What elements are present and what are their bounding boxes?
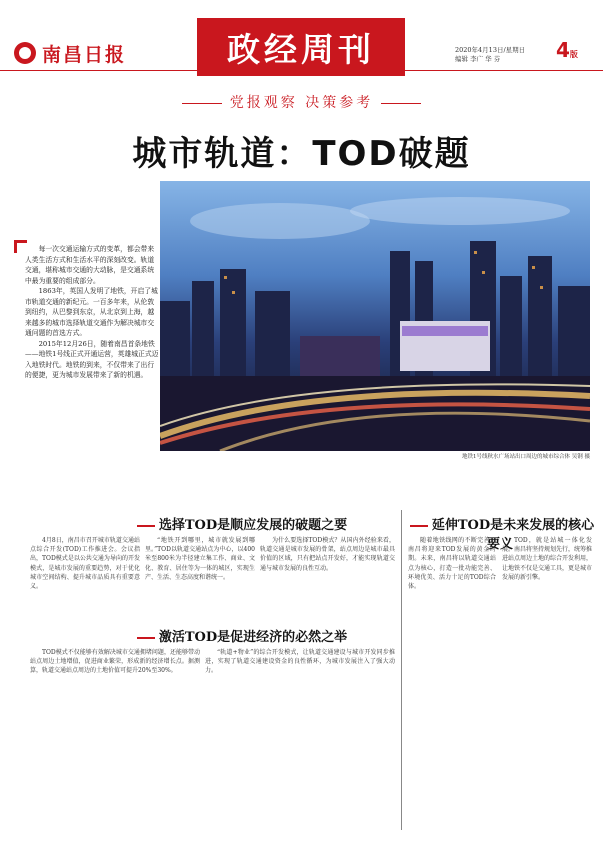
section-title: 政经周刊 bbox=[197, 18, 405, 76]
heading-bar bbox=[137, 525, 155, 527]
slogan-left-bar bbox=[182, 103, 222, 104]
heading-bar bbox=[410, 525, 428, 527]
photo-caption: 地铁1号线秋水广场站出口周边的城市综合体 吴钢 摄 bbox=[462, 454, 590, 460]
logo-text: 南昌日报 bbox=[42, 43, 127, 66]
section-heading-text: 选择TOD是顺应发展的破题之要 bbox=[158, 518, 348, 533]
article-paragraph: 为什么要选择TOD模式？从国内外经验来看，轨道交通是城市发展的骨架，站点周边是城市最具价值的区域，只有把站点开发好，才能实现轨道交通与城市发展的良性互动。 bbox=[260, 537, 395, 572]
article-paragraph: TOD模式不仅能够有效解决城市交通拥堵问题，还能够带动站点周边土地增值，促进商业繁荣，形成新的经济增长点。据测算，轨道交通站点周边的土地价值可提升20%至30%。 bbox=[30, 649, 200, 675]
section-heading-text: 激活TOD是促进经济的必然之举 bbox=[158, 630, 348, 645]
section-3-column-1 bbox=[408, 536, 496, 826]
article-paragraph: TOD，就是站城一体化发展。南昌将坚持规划先行，统筹推进站点周边土地的综合开发利用，让地铁不仅是交通工具，更是城市发展的新引擎。 bbox=[502, 537, 592, 581]
article-paragraph: “地铁开到哪里，城市就发展到哪里。”TOD以轨道交通站点为中心，以400米至800米为半径建立集工作、商业、文化、教育、居住等为一体的城区，实现生产、生活、生态高度和谐统一。 bbox=[145, 537, 255, 581]
section-heading-text: 延伸TOD是未来发展的核心要义 bbox=[431, 518, 595, 552]
logo-icon bbox=[14, 42, 36, 64]
article-paragraph: “轨道+物业”的综合开发模式，让轨道交通建设与城市开发同步推进，实现了轨道交通建设资金的良性循环，为城市发展注入了强大动力。 bbox=[205, 649, 395, 675]
section-heading-2 bbox=[80, 626, 400, 645]
slogan bbox=[0, 92, 603, 112]
page-number-value: 4 bbox=[556, 38, 570, 62]
intro-text bbox=[25, 244, 160, 450]
section-1-column-1 bbox=[30, 536, 140, 626]
issue-meta bbox=[455, 46, 565, 64]
slogan-text: 党报观察 决策参考 bbox=[229, 95, 374, 111]
column-divider bbox=[401, 510, 402, 830]
section-3-column-2 bbox=[502, 536, 592, 826]
intro-paragraph: 每一次交通运输方式的变革，都会带来人类生活方式和生活水平的深刻改变。轨道交通，堪称城市交通的大动脉，是交通系统中最为重要的组成部分。 bbox=[25, 245, 155, 285]
page-number-unit: 版 bbox=[569, 50, 578, 59]
article-paragraph: 4月8日，南昌市召开城市轨道交通站点综合开发(TOD)工作推进会。会议指出，TOD模式是以公共交通为导向的开发模式，是城市发展的重要趋势，对于优化城市空间结构、提升城市品质具有重要意义。 bbox=[30, 537, 140, 591]
intro-paragraph: 1863年，英国人发明了地铁，开启了城市轨道交通的新纪元。一百多年来，从伦敦到纽约，从巴黎到东京，从北京到上海，越来越多的城市选择轨道交通作为解决城市交通问题的首选方式。 bbox=[25, 287, 158, 337]
heading-bar bbox=[137, 637, 155, 639]
section-heading-1 bbox=[80, 514, 400, 533]
slogan-right-bar bbox=[381, 103, 421, 104]
section-1-column-3 bbox=[260, 536, 395, 626]
page-number bbox=[556, 38, 596, 62]
city-skyline-illustration bbox=[160, 181, 590, 451]
section-2-column-2 bbox=[205, 648, 395, 828]
issue-date: 2020年4月13日/星期日 bbox=[455, 46, 526, 54]
issue-editors: 编辑 李广 华 芬 bbox=[455, 55, 501, 63]
page-headline: 城市轨道：TOD破题 bbox=[132, 134, 471, 174]
intro-paragraph: 2015年12月26日，随着南昌首条地铁——地铁1号线正式开通运营，英雄城正式迈入地铁时代。地铁的到来，不仅带来了出行的便捷，更为城市发展带来了新的机遇。 bbox=[25, 339, 159, 379]
article-paragraph: 随着地铁线网的不断完善，南昌将迎来TOD发展的黄金时期。未来，南昌将以轨道交通站点为核心，打造一批功能完善、环境优美、活力十足的TOD综合体。 bbox=[408, 537, 496, 591]
section-1-column-2 bbox=[145, 536, 255, 626]
city-night-photo bbox=[160, 181, 590, 451]
newspaper-logo bbox=[14, 38, 134, 68]
section-2-column-1 bbox=[30, 648, 200, 828]
